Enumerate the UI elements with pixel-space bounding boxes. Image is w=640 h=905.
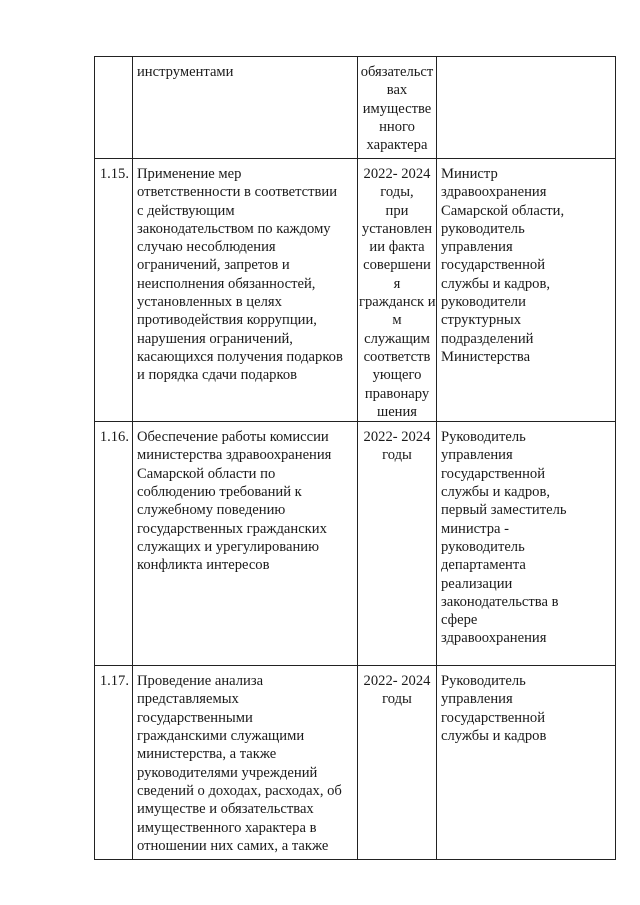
text-line: касающихся получения подарков bbox=[137, 348, 343, 365]
text-line: сведений о доходах, расходах, об bbox=[137, 782, 342, 799]
text-line: структурных bbox=[441, 312, 522, 329]
text-line: ответственности в соответствии bbox=[137, 184, 338, 201]
text-line: ии факта bbox=[369, 239, 425, 256]
text-line: Руководитель bbox=[441, 673, 526, 690]
text-line: случаю несоблюдения bbox=[137, 239, 276, 256]
text-line: службы и кадров, bbox=[441, 484, 550, 501]
text-line: управления bbox=[441, 691, 513, 708]
text-line: Проведение анализа bbox=[137, 673, 264, 690]
text-line: служебному поведению bbox=[137, 502, 286, 519]
text-line: имущественного характера в bbox=[137, 819, 317, 836]
text-line: министра - bbox=[441, 520, 509, 537]
text-line: департамента bbox=[441, 557, 526, 574]
text-line: 2022- 2024 bbox=[363, 166, 431, 182]
text-line: реализации bbox=[441, 575, 513, 592]
text-line: установленных в целях bbox=[137, 294, 282, 311]
text-line: Обеспечение работы комиссии bbox=[137, 429, 329, 446]
text-line: инструментами bbox=[137, 64, 234, 80]
text-line: службы и кадров, bbox=[441, 275, 550, 292]
responsible-cell bbox=[437, 422, 616, 666]
measures-table bbox=[94, 56, 616, 860]
text-line: здравоохранения bbox=[441, 184, 547, 201]
table-row bbox=[95, 57, 616, 159]
text-line: совершени bbox=[363, 257, 431, 274]
responsible-cell bbox=[437, 666, 616, 860]
term-cell bbox=[358, 666, 437, 860]
text-line: подразделений bbox=[441, 330, 534, 347]
text-line: характера bbox=[366, 137, 428, 154]
text-line: при bbox=[385, 202, 409, 219]
text-line: Применение мер bbox=[137, 166, 242, 182]
text-line: Руководитель bbox=[441, 429, 526, 446]
text-line: 2022- 2024 bbox=[363, 673, 431, 690]
text-line: Самарской области по bbox=[137, 465, 276, 482]
text-line: соответств bbox=[363, 348, 431, 365]
text-line: правонару bbox=[364, 385, 430, 402]
text-line: конфликта интересов bbox=[137, 557, 270, 574]
row-number: 1.15. bbox=[95, 159, 133, 422]
text-line: служащих и урегулированию bbox=[137, 538, 319, 555]
text-line: руководителями учреждений bbox=[137, 764, 318, 781]
text-line: имуществе и обязательствах bbox=[137, 801, 314, 818]
table-row bbox=[95, 159, 616, 422]
responsible-cell bbox=[437, 57, 616, 159]
text-line: государственными bbox=[137, 709, 253, 726]
text-line: Министр bbox=[441, 166, 498, 182]
text-line: вах bbox=[386, 82, 408, 99]
text-line: шения bbox=[376, 403, 418, 420]
text-line: министерства, а также bbox=[137, 746, 277, 763]
text-line: первый заместитель bbox=[441, 502, 567, 519]
row-number: 1.17. bbox=[95, 666, 133, 860]
text-line: Министерства bbox=[441, 348, 531, 365]
text-line: я bbox=[393, 275, 401, 292]
table-row bbox=[95, 666, 616, 860]
activity-cell bbox=[133, 57, 358, 159]
row-number bbox=[95, 57, 133, 159]
text-line: отношении них самих, а также bbox=[137, 837, 329, 854]
table-row bbox=[95, 422, 616, 666]
row-number: 1.16. bbox=[95, 422, 133, 666]
text-line: годы, bbox=[380, 184, 414, 201]
text-line: Самарской области, bbox=[441, 202, 565, 219]
text-line: нного bbox=[379, 118, 415, 135]
text-line: имуществе bbox=[362, 100, 432, 117]
text-line: с действующим bbox=[137, 202, 235, 219]
text-line: службы и кадров bbox=[441, 728, 547, 745]
text-line: здравоохранения bbox=[441, 630, 547, 647]
text-line: служащим bbox=[364, 330, 430, 347]
text-line: гражданскими служащими bbox=[137, 728, 305, 745]
text-line: сфере bbox=[441, 612, 478, 629]
text-line: руководитель bbox=[441, 220, 525, 237]
activity-cell bbox=[133, 159, 358, 422]
text-line: министерства здравоохранения bbox=[137, 447, 332, 464]
text-line: руководители bbox=[441, 294, 526, 311]
term-cell bbox=[358, 159, 437, 422]
text-line: государственных гражданских bbox=[137, 520, 327, 537]
text-line: гражданск и bbox=[359, 294, 436, 311]
activity-cell bbox=[133, 422, 358, 666]
text-line: нарушения ограничений, bbox=[137, 330, 293, 347]
text-line: неисполнения обязанностей, bbox=[137, 275, 316, 292]
activity-cell bbox=[133, 666, 358, 860]
text-line: представляемых bbox=[137, 691, 239, 708]
text-line: управления bbox=[441, 447, 513, 464]
text-line: противодействия коррупции, bbox=[137, 312, 317, 329]
text-line: 2022- 2024 bbox=[363, 429, 431, 446]
responsible-cell bbox=[437, 159, 616, 422]
text-line: законодательства в bbox=[441, 593, 559, 610]
text-line: м bbox=[392, 312, 402, 329]
text-line: обязательст bbox=[360, 64, 434, 80]
text-line: законодательством по каждому bbox=[137, 220, 331, 237]
text-line: государственной bbox=[441, 709, 546, 726]
term-cell bbox=[358, 57, 437, 159]
text-line: управления bbox=[441, 239, 513, 256]
text-line: установлен bbox=[361, 220, 433, 237]
text-line: ограничений, запретов и bbox=[137, 257, 290, 274]
text-line: и порядка сдачи подарков bbox=[137, 367, 298, 384]
text-line: ующего bbox=[372, 367, 422, 384]
text-line: государственной bbox=[441, 257, 546, 274]
text-line: годы bbox=[382, 691, 412, 708]
text-line: годы bbox=[382, 447, 412, 464]
text-line: соблюдению требований к bbox=[137, 484, 302, 501]
term-cell bbox=[358, 422, 437, 666]
text-line: государственной bbox=[441, 465, 546, 482]
text-line: руководитель bbox=[441, 538, 525, 555]
